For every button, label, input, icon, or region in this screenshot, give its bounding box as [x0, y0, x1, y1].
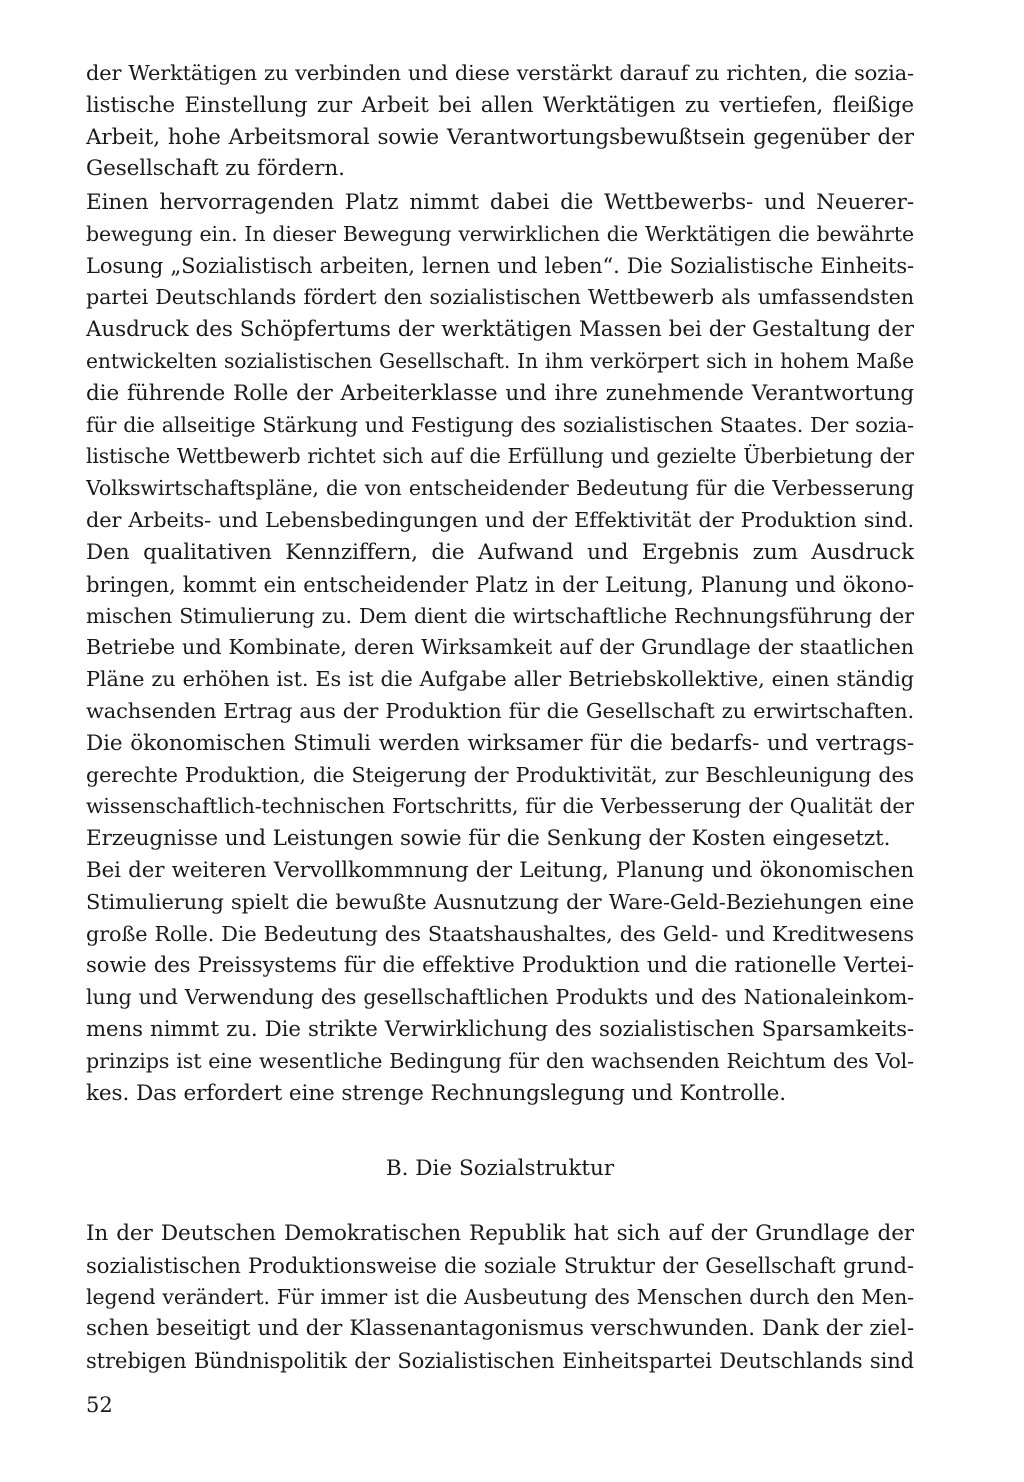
text-line: die führende Rolle der Arbeiterklasse und ihre zunehmende Verantwortung: [86, 380, 914, 406]
text-line: listische Wettbewerb richtet sich auf die Erfüllung und gezielte Überbietung der: [86, 444, 914, 469]
text-line: Ausdruck des Schöpfertums der werktätigen Massen bei der Gestaltung der: [86, 317, 914, 343]
text-line: Bei der weiteren Vervollkommnung der Leitung, Planung und ökonomischen: [86, 858, 914, 883]
page-number: 52: [86, 1393, 113, 1417]
text-line: gerechte Produktion, die Steigerung der Produktivität, zur Beschleunigung des: [86, 762, 914, 787]
text-line: prinzips ist eine wesentliche Bedingung für den wachsenden Reichtum des Vol-: [86, 1048, 914, 1073]
text-line: Volkswirtschaftspläne, die von entscheidender Bedeutung für die Verbesserung: [86, 476, 914, 501]
text-line: Arbeit, hohe Arbeitsmoral sowie Verantwortungsbewußtsein gegenüber der: [86, 124, 914, 150]
text-line: Pläne zu erhöhen ist. Es ist die Aufgabe aller Betriebskollektive, einen ständig: [86, 667, 914, 692]
text-line: legend verändert. Für immer ist die Ausbeutung des Menschen durch den Men-: [86, 1284, 914, 1309]
text-line: Die ökonomischen Stimuli werden wirksamer für die bedarfs- und vertrags-: [86, 730, 914, 756]
text-line: entwickelten sozialistischen Gesellschaft. In ihm verkörpert sich in hohem Maße: [86, 348, 914, 373]
text-line: partei Deutschlands fördert den sozialistischen Wettbewerb als umfassendsten: [86, 285, 914, 310]
paragraph-1: [86, 58, 914, 185]
text-line: listische Einstellung zur Arbeit bei allen Werktätigen zu vertiefen, fleißige: [86, 92, 914, 118]
text-line: Betriebe und Kombinate, deren Wirksamkeit auf der Grundlage der staatlichen: [86, 635, 914, 660]
text-line: Gesellschaft zu fördern.: [86, 156, 345, 182]
text-line: Den qualitativen Kennziffern, die Aufwand und Ergebnis zum Ausdruck: [86, 540, 914, 565]
text-line: Losung „Sozialistisch arbeiten, lernen und leben“. Die Sozialistische Einheits-: [86, 253, 914, 278]
text-line: sozialistischen Produktionsweise die soziale Struktur der Gesellschaft grund-: [86, 1252, 914, 1278]
text-line: kes. Das erfordert eine strenge Rechnungslegung und Kontrolle.: [86, 1080, 786, 1106]
text-line: große Rolle. Die Bedeutung des Staatshaushaltes, des Geld- und Kreditwesens: [86, 921, 914, 946]
text-line: Stimulierung spielt die bewußte Ausnutzung der Ware-Geld-Beziehungen eine: [86, 889, 914, 914]
text-line: wachsenden Ertrag aus der Produktion für die Gesellschaft zu erwirtschaften.: [86, 698, 914, 723]
text-line: lung und Verwendung des gesellschaftlichen Produkts und des Nationaleinkom-: [86, 985, 914, 1010]
text-line: der Arbeits- und Lebensbedingungen und der Effektivität der Produktion sind.: [86, 507, 914, 532]
text-line: In der Deutschen Demokratischen Republik hat sich auf der Grundlage der: [86, 1221, 914, 1246]
text-line: für die allseitige Stärkung und Festigung des sozialistischen Staates. Der sozia-: [86, 412, 914, 437]
text-line: schen beseitigt und der Klassenantagonismus verschwunden. Dank der ziel-: [86, 1316, 914, 1342]
paragraph-4: [86, 855, 914, 1109]
paragraph-3: [86, 537, 914, 855]
text-line: der Werktätigen zu verbinden und diese verstärkt darauf zu richten, die sozia-: [86, 61, 914, 85]
section-paragraph: [86, 1218, 914, 1377]
section-heading: B. Die Sozialstruktur: [385, 1156, 615, 1181]
text-line: bewegung ein. In dieser Bewegung verwirklichen die Werktätigen die bewährte: [86, 221, 914, 246]
text-line: sowie des Preissystems für die effektive Produktion und die rationelle Vertei-: [86, 953, 914, 979]
text-line: mischen Stimulierung zu. Dem dient die wirtschaftliche Rechnungsführung der: [86, 603, 914, 628]
text-line: wissenschaftlich-technischen Fortschritts, für die Verbesserung der Qualität der: [86, 794, 914, 819]
text-line: mens nimmt zu. Die strikte Verwirklichung des sozialistischen Sparsamkeits-: [86, 1016, 914, 1042]
text-line: bringen, kommt ein entscheidender Platz in der Leitung, Planung und ökono-: [86, 571, 914, 597]
text-line: strebigen Bündnispolitik der Sozialistischen Einheitspartei Deutschlands sind: [86, 1348, 914, 1374]
text-line: Einen hervorragenden Platz nimmt dabei die Wettbewerbs- und Neuerer-: [86, 190, 914, 215]
paragraph-2: [86, 187, 914, 537]
text-line: Erzeugnisse und Leistungen sowie für die Senkung der Kosten eingesetzt.: [86, 826, 891, 852]
